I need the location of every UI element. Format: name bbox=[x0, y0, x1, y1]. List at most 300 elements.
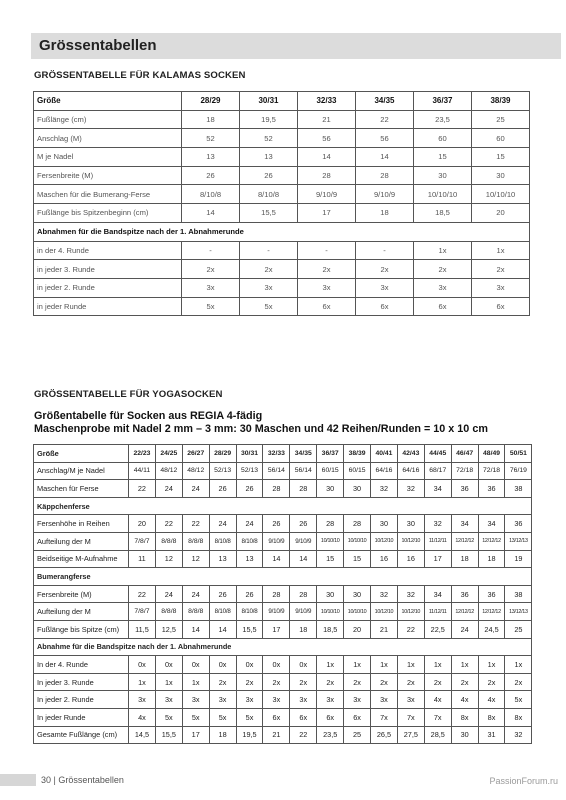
table-cell: 10/12/10 bbox=[397, 603, 424, 621]
table-cell: 25 bbox=[505, 620, 532, 638]
table-cell: 13 bbox=[240, 148, 298, 167]
table-row bbox=[34, 708, 532, 726]
table-cell: 24,5 bbox=[478, 620, 505, 638]
table-cell: 22 bbox=[155, 515, 182, 533]
table-row bbox=[34, 110, 530, 129]
yoga-subtitle-line2: Maschenprobe mit Nadel 2 mm – 3 mm: 30 Maschen und 42 Reihen/Runden = 10 x 10 cm bbox=[34, 423, 488, 435]
size-table-yoga bbox=[33, 444, 532, 744]
table-row bbox=[34, 185, 530, 204]
table-cell: 1x bbox=[414, 241, 472, 260]
table-cell: 8/10/8 bbox=[240, 185, 298, 204]
table-subheading: Bumerangferse bbox=[34, 568, 532, 586]
table-cell: 3x bbox=[236, 691, 263, 709]
table-cell: 38/39 bbox=[344, 445, 371, 463]
table-cell: 1x bbox=[478, 656, 505, 674]
footer-text bbox=[41, 775, 124, 785]
table-cell: 12/12/12 bbox=[478, 603, 505, 621]
table-cell: 2x bbox=[397, 673, 424, 691]
table-cell: 44/45 bbox=[424, 445, 451, 463]
table-cell: 18 bbox=[182, 110, 240, 129]
table-cell: 16 bbox=[371, 550, 398, 568]
table-cell: 18 bbox=[290, 620, 317, 638]
table-cell: 1x bbox=[317, 656, 344, 674]
table-cell: 1x bbox=[155, 673, 182, 691]
table-cell: 1x bbox=[451, 656, 478, 674]
footer-bar bbox=[0, 774, 36, 786]
table-cell: 6x bbox=[263, 708, 290, 726]
table-cell: 13/12/13 bbox=[505, 532, 532, 550]
table-cell: 30/31 bbox=[236, 445, 263, 463]
table-cell: 9/10/9 bbox=[298, 185, 356, 204]
table-row bbox=[34, 532, 532, 550]
row-label: Beidseitige M-Aufnahme bbox=[34, 550, 129, 568]
table-cell: 30 bbox=[397, 515, 424, 533]
table-cell: 3x bbox=[356, 278, 414, 297]
watermark: PassionForum.ru bbox=[489, 776, 558, 786]
row-label: In jeder Runde bbox=[34, 708, 129, 726]
table-row bbox=[34, 603, 532, 621]
footer-section: Grössentabellen bbox=[58, 775, 124, 785]
table-cell: 52 bbox=[182, 129, 240, 148]
table-cell: 30 bbox=[451, 726, 478, 744]
table-cell: 6x bbox=[290, 708, 317, 726]
table-cell: 6x bbox=[414, 297, 472, 316]
table-cell: 4x bbox=[478, 691, 505, 709]
table-cell: 36/37 bbox=[317, 445, 344, 463]
table-cell: 13 bbox=[182, 148, 240, 167]
table-cell: 8/10/8 bbox=[236, 532, 263, 550]
table-cell: 2x bbox=[290, 673, 317, 691]
table-cell: 18,5 bbox=[414, 204, 472, 223]
table-cell: 14,5 bbox=[129, 726, 156, 744]
table-cell: 15 bbox=[317, 550, 344, 568]
table-cell: 14 bbox=[290, 550, 317, 568]
table-cell: 52/13 bbox=[236, 462, 263, 480]
table-row bbox=[34, 278, 530, 297]
section-title-kalamas: GRÖSSENTABELLE FÜR KALAMAS SOCKEN bbox=[34, 70, 246, 81]
table-cell: 56 bbox=[298, 129, 356, 148]
table-cell: 1x bbox=[424, 656, 451, 674]
table-cell: 38 bbox=[505, 480, 532, 498]
table-cell: 34/35 bbox=[290, 445, 317, 463]
table-cell: 2x bbox=[182, 260, 240, 279]
table-row bbox=[34, 656, 532, 674]
table-row bbox=[34, 148, 530, 167]
table-cell: 6x bbox=[298, 297, 356, 316]
table-cell: 11 bbox=[129, 550, 156, 568]
table-cell: 26 bbox=[182, 166, 240, 185]
table-cell: 14 bbox=[356, 148, 414, 167]
table-cell: 15 bbox=[472, 148, 530, 167]
table-cell: 24 bbox=[155, 480, 182, 498]
table-cell: 8/10/8 bbox=[182, 185, 240, 204]
table-cell: 0x bbox=[236, 656, 263, 674]
row-label: In jeder 2. Runde bbox=[34, 691, 129, 709]
table-cell: 20 bbox=[129, 515, 156, 533]
table-header-row bbox=[34, 92, 530, 111]
table-cell: 60 bbox=[472, 129, 530, 148]
row-label: Anschlag (M) bbox=[34, 129, 182, 148]
size-table-kalamas bbox=[33, 91, 530, 316]
yoga-subtitle-line1: Größentabelle für Socken aus REGIA 4-fädig bbox=[34, 410, 263, 422]
table-cell: 24 bbox=[236, 515, 263, 533]
table-cell: - bbox=[298, 241, 356, 260]
table-cell: 14 bbox=[209, 620, 236, 638]
table-cell: 5x bbox=[182, 708, 209, 726]
table-cell: 3x bbox=[317, 691, 344, 709]
table-cell: 30 bbox=[317, 585, 344, 603]
table-cell: 38 bbox=[505, 585, 532, 603]
table-cell: 7x bbox=[397, 708, 424, 726]
table-cell: 46/47 bbox=[451, 445, 478, 463]
table-cell: 13 bbox=[209, 550, 236, 568]
table-cell: 14 bbox=[182, 204, 240, 223]
table-cell: 31 bbox=[478, 726, 505, 744]
table-cell: 8/10/8 bbox=[236, 603, 263, 621]
table-cell: 7x bbox=[424, 708, 451, 726]
table-cell: 16 bbox=[397, 550, 424, 568]
table-cell: 10/12/10 bbox=[371, 532, 398, 550]
table-cell: 18 bbox=[209, 726, 236, 744]
table-cell: 34 bbox=[451, 515, 478, 533]
table-cell: 8/10/8 bbox=[209, 532, 236, 550]
table-cell: 17 bbox=[263, 620, 290, 638]
table-cell: 56/14 bbox=[263, 462, 290, 480]
table-cell: 28 bbox=[290, 480, 317, 498]
table-cell: 1x bbox=[397, 656, 424, 674]
table-cell: 21 bbox=[298, 110, 356, 129]
table-cell: 44/11 bbox=[129, 462, 156, 480]
table-cell: 8/8/8 bbox=[182, 603, 209, 621]
table-cell: 23,5 bbox=[414, 110, 472, 129]
table-cell: 10/10/10 bbox=[414, 185, 472, 204]
table-cell: 36 bbox=[478, 480, 505, 498]
table-cell: 2x bbox=[236, 673, 263, 691]
table-cell: 3x bbox=[290, 691, 317, 709]
table-cell: 26 bbox=[209, 480, 236, 498]
table-cell: 12/12/12 bbox=[451, 603, 478, 621]
table-subheading: Abnahmen für die Bandspitze nach der 1. Abnahmerunde bbox=[34, 222, 530, 241]
table-cell: 48/49 bbox=[478, 445, 505, 463]
table-cell: 9/10/9 bbox=[263, 532, 290, 550]
table-cell: 28 bbox=[290, 585, 317, 603]
table-cell: 30/31 bbox=[240, 92, 298, 111]
table-cell: 25 bbox=[472, 110, 530, 129]
table-cell: 5x bbox=[505, 691, 532, 709]
table-cell: 52 bbox=[240, 129, 298, 148]
table-cell: 12 bbox=[155, 550, 182, 568]
table-cell: 8/8/8 bbox=[155, 532, 182, 550]
table-cell: 24 bbox=[209, 515, 236, 533]
table-cell: 0x bbox=[182, 656, 209, 674]
table-cell: 76/19 bbox=[505, 462, 532, 480]
table-cell: 30 bbox=[344, 585, 371, 603]
table-cell: 12 bbox=[182, 550, 209, 568]
row-label: Fußlänge bis Spitze (cm) bbox=[34, 620, 129, 638]
table-cell: 18 bbox=[356, 204, 414, 223]
table-cell: 64/16 bbox=[397, 462, 424, 480]
table-cell: 5x bbox=[240, 297, 298, 316]
table-cell: 56/14 bbox=[290, 462, 317, 480]
table-cell: 24/25 bbox=[155, 445, 182, 463]
table-cell: 26 bbox=[290, 515, 317, 533]
table-cell: 32 bbox=[371, 480, 398, 498]
table-cell: 28 bbox=[356, 166, 414, 185]
table-cell: 8/8/8 bbox=[182, 532, 209, 550]
table-cell: 22 bbox=[182, 515, 209, 533]
table-cell: 2x bbox=[472, 260, 530, 279]
table-cell: 22/23 bbox=[129, 445, 156, 463]
table-cell: 8/8/8 bbox=[155, 603, 182, 621]
table-cell: 3x bbox=[371, 691, 398, 709]
table-cell: 22 bbox=[356, 110, 414, 129]
table-cell: 68/17 bbox=[424, 462, 451, 480]
table-cell: 25 bbox=[344, 726, 371, 744]
row-label: Gesamte Fußlänge (cm) bbox=[34, 726, 129, 744]
table-cell: 60 bbox=[414, 129, 472, 148]
table-cell: 8/10/8 bbox=[209, 603, 236, 621]
table-cell: 17 bbox=[298, 204, 356, 223]
table-cell: 1x bbox=[371, 656, 398, 674]
table-cell: 15,5 bbox=[236, 620, 263, 638]
row-label: Fußlänge bis Spitzenbeginn (cm) bbox=[34, 204, 182, 223]
table-subheading: Abnahme für die Bandspitze nach der 1. Abnahmerunde bbox=[34, 638, 532, 656]
table-row bbox=[34, 129, 530, 148]
table-cell: 2x bbox=[317, 673, 344, 691]
table-cell: 22 bbox=[397, 620, 424, 638]
table-cell: 21 bbox=[263, 726, 290, 744]
table-cell: 34/35 bbox=[356, 92, 414, 111]
table-cell: 18,5 bbox=[317, 620, 344, 638]
row-label: in jeder 3. Runde bbox=[34, 260, 182, 279]
table-row bbox=[34, 204, 530, 223]
table-cell: 60/15 bbox=[317, 462, 344, 480]
table-cell: 3x bbox=[472, 278, 530, 297]
table-row bbox=[34, 515, 532, 533]
table-cell: 2x bbox=[478, 673, 505, 691]
table-cell: 2x bbox=[356, 260, 414, 279]
table-cell: 10/10/10 bbox=[344, 603, 371, 621]
table-cell: 2x bbox=[371, 673, 398, 691]
table-subheading: Käppchenferse bbox=[34, 497, 532, 515]
table-cell: 48/12 bbox=[155, 462, 182, 480]
table-cell: 14 bbox=[182, 620, 209, 638]
table-cell: 26 bbox=[209, 585, 236, 603]
table-row bbox=[34, 691, 532, 709]
table-cell: 50/51 bbox=[505, 445, 532, 463]
row-label: M je Nadel bbox=[34, 148, 182, 167]
page-title: Grössentabellen bbox=[39, 37, 157, 54]
table-cell: 4x bbox=[129, 708, 156, 726]
row-label: Größe bbox=[34, 92, 182, 111]
table-cell: 13 bbox=[236, 550, 263, 568]
table-cell: 14 bbox=[298, 148, 356, 167]
yoga-subtitle bbox=[34, 410, 488, 436]
table-cell: 5x bbox=[209, 708, 236, 726]
table-row bbox=[34, 297, 530, 316]
table-row bbox=[34, 585, 532, 603]
table-cell: 6x bbox=[317, 708, 344, 726]
table-cell: 3x bbox=[129, 691, 156, 709]
table-cell: 42/43 bbox=[397, 445, 424, 463]
table-cell: 30 bbox=[344, 480, 371, 498]
table-cell: 9/10/9 bbox=[290, 532, 317, 550]
table-row bbox=[34, 620, 532, 638]
table-cell: 3x bbox=[182, 691, 209, 709]
table-cell: 0x bbox=[263, 656, 290, 674]
table-cell: 30 bbox=[371, 515, 398, 533]
page-number: 30 bbox=[41, 775, 52, 785]
table-cell: 36 bbox=[451, 585, 478, 603]
table-cell: 1x bbox=[472, 241, 530, 260]
table-cell: 3x bbox=[344, 691, 371, 709]
table-cell: 34 bbox=[478, 515, 505, 533]
row-label: Anschlag/M je Nadel bbox=[34, 462, 129, 480]
table-cell: 36 bbox=[451, 480, 478, 498]
table-cell: 56 bbox=[356, 129, 414, 148]
row-label: In der 4. Runde bbox=[34, 656, 129, 674]
table-cell: 21 bbox=[371, 620, 398, 638]
table-cell: 11/12/11 bbox=[424, 603, 451, 621]
table-cell: 10/12/10 bbox=[397, 532, 424, 550]
table-cell: 32/33 bbox=[263, 445, 290, 463]
table-cell: 32 bbox=[371, 585, 398, 603]
table-cell: 18 bbox=[451, 550, 478, 568]
table-cell: 2x bbox=[424, 673, 451, 691]
row-label: Fersenbreite (M) bbox=[34, 585, 129, 603]
table-cell: 8x bbox=[451, 708, 478, 726]
table-cell: 12/12/12 bbox=[451, 532, 478, 550]
row-label: in der 4. Runde bbox=[34, 241, 182, 260]
table-cell: 7/8/7 bbox=[129, 532, 156, 550]
section-title-yoga: GRÖSSENTABELLE FÜR YOGASOCKEN bbox=[34, 389, 223, 400]
table-cell: 26 bbox=[263, 515, 290, 533]
table-cell: 15,5 bbox=[240, 204, 298, 223]
table-cell: 11,5 bbox=[129, 620, 156, 638]
table-cell: - bbox=[356, 241, 414, 260]
table-cell: 3x bbox=[397, 691, 424, 709]
table-cell: 2x bbox=[344, 673, 371, 691]
table-cell: 24 bbox=[155, 585, 182, 603]
table-cell: 32/33 bbox=[298, 92, 356, 111]
table-cell: 28/29 bbox=[182, 92, 240, 111]
table-cell: 3x bbox=[414, 278, 472, 297]
table-cell: 12/12/12 bbox=[478, 532, 505, 550]
table-subheading-row bbox=[34, 497, 532, 515]
table-cell: 2x bbox=[263, 673, 290, 691]
table-cell: 5x bbox=[182, 297, 240, 316]
table-cell: 20 bbox=[472, 204, 530, 223]
table-row bbox=[34, 673, 532, 691]
row-label: Größe bbox=[34, 445, 129, 463]
row-label: Aufteilung der M bbox=[34, 532, 129, 550]
table-cell: 6x bbox=[344, 708, 371, 726]
table-cell: 26 bbox=[236, 480, 263, 498]
table-cell: 32 bbox=[424, 515, 451, 533]
table-cell: 52/13 bbox=[209, 462, 236, 480]
table-cell: - bbox=[240, 241, 298, 260]
table-cell: 32 bbox=[505, 726, 532, 744]
table-cell: 30 bbox=[472, 166, 530, 185]
table-cell: 2x bbox=[451, 673, 478, 691]
table-cell: 1x bbox=[129, 673, 156, 691]
table-cell: 19 bbox=[505, 550, 532, 568]
table-cell: 3x bbox=[240, 278, 298, 297]
table-cell: 0x bbox=[129, 656, 156, 674]
table-cell: 0x bbox=[290, 656, 317, 674]
table-cell: 4x bbox=[424, 691, 451, 709]
table-cell: 0x bbox=[155, 656, 182, 674]
table-cell: 5x bbox=[155, 708, 182, 726]
table-cell: 2x bbox=[505, 673, 532, 691]
row-label: in jeder 2. Runde bbox=[34, 278, 182, 297]
table-cell: 24 bbox=[451, 620, 478, 638]
table-cell: 22 bbox=[129, 480, 156, 498]
table-cell: 0x bbox=[209, 656, 236, 674]
table-cell: 26 bbox=[240, 166, 298, 185]
table-cell: 19,5 bbox=[240, 110, 298, 129]
table-cell: 27,5 bbox=[397, 726, 424, 744]
row-label: Maschen für Ferse bbox=[34, 480, 129, 498]
table-cell: 14 bbox=[263, 550, 290, 568]
table-cell: 28 bbox=[298, 166, 356, 185]
row-label: In jeder 3. Runde bbox=[34, 673, 129, 691]
table-cell: 36 bbox=[505, 515, 532, 533]
table-cell: - bbox=[182, 241, 240, 260]
table-cell: 1x bbox=[182, 673, 209, 691]
table-cell: 8x bbox=[478, 708, 505, 726]
table-row bbox=[34, 260, 530, 279]
table-cell: 3x bbox=[155, 691, 182, 709]
table-cell: 22 bbox=[129, 585, 156, 603]
table-cell: 28/29 bbox=[209, 445, 236, 463]
table-cell: 15 bbox=[414, 148, 472, 167]
table-cell: 7/8/7 bbox=[129, 603, 156, 621]
table-cell: 5x bbox=[236, 708, 263, 726]
table-header-row bbox=[34, 445, 532, 463]
table-cell: 1x bbox=[505, 656, 532, 674]
table-row bbox=[34, 480, 532, 498]
table-cell: 26/27 bbox=[182, 445, 209, 463]
table-cell: 15 bbox=[344, 550, 371, 568]
table-cell: 28,5 bbox=[424, 726, 451, 744]
table-cell: 38/39 bbox=[472, 92, 530, 111]
table-cell: 28 bbox=[344, 515, 371, 533]
table-cell: 9/10/9 bbox=[290, 603, 317, 621]
table-cell: 9/10/9 bbox=[263, 603, 290, 621]
table-cell: 36/37 bbox=[414, 92, 472, 111]
table-row bbox=[34, 241, 530, 260]
table-cell: 3x bbox=[209, 691, 236, 709]
table-row bbox=[34, 462, 532, 480]
row-label: in jeder Runde bbox=[34, 297, 182, 316]
table-cell: 6x bbox=[356, 297, 414, 316]
row-label: Fersenbreite (M) bbox=[34, 166, 182, 185]
table-cell: 72/18 bbox=[451, 462, 478, 480]
table-cell: 28 bbox=[263, 585, 290, 603]
row-label: Fußlänge (cm) bbox=[34, 110, 182, 129]
table-cell: 3x bbox=[263, 691, 290, 709]
table-cell: 23,5 bbox=[317, 726, 344, 744]
table-cell: 32 bbox=[397, 480, 424, 498]
row-label: Aufteilung der M bbox=[34, 603, 129, 621]
table-cell: 10/10/10 bbox=[317, 532, 344, 550]
table-cell: 30 bbox=[317, 480, 344, 498]
table-subheading-row bbox=[34, 638, 532, 656]
table-cell: 22 bbox=[290, 726, 317, 744]
table-cell: 13/12/13 bbox=[505, 603, 532, 621]
table-cell: 2x bbox=[240, 260, 298, 279]
